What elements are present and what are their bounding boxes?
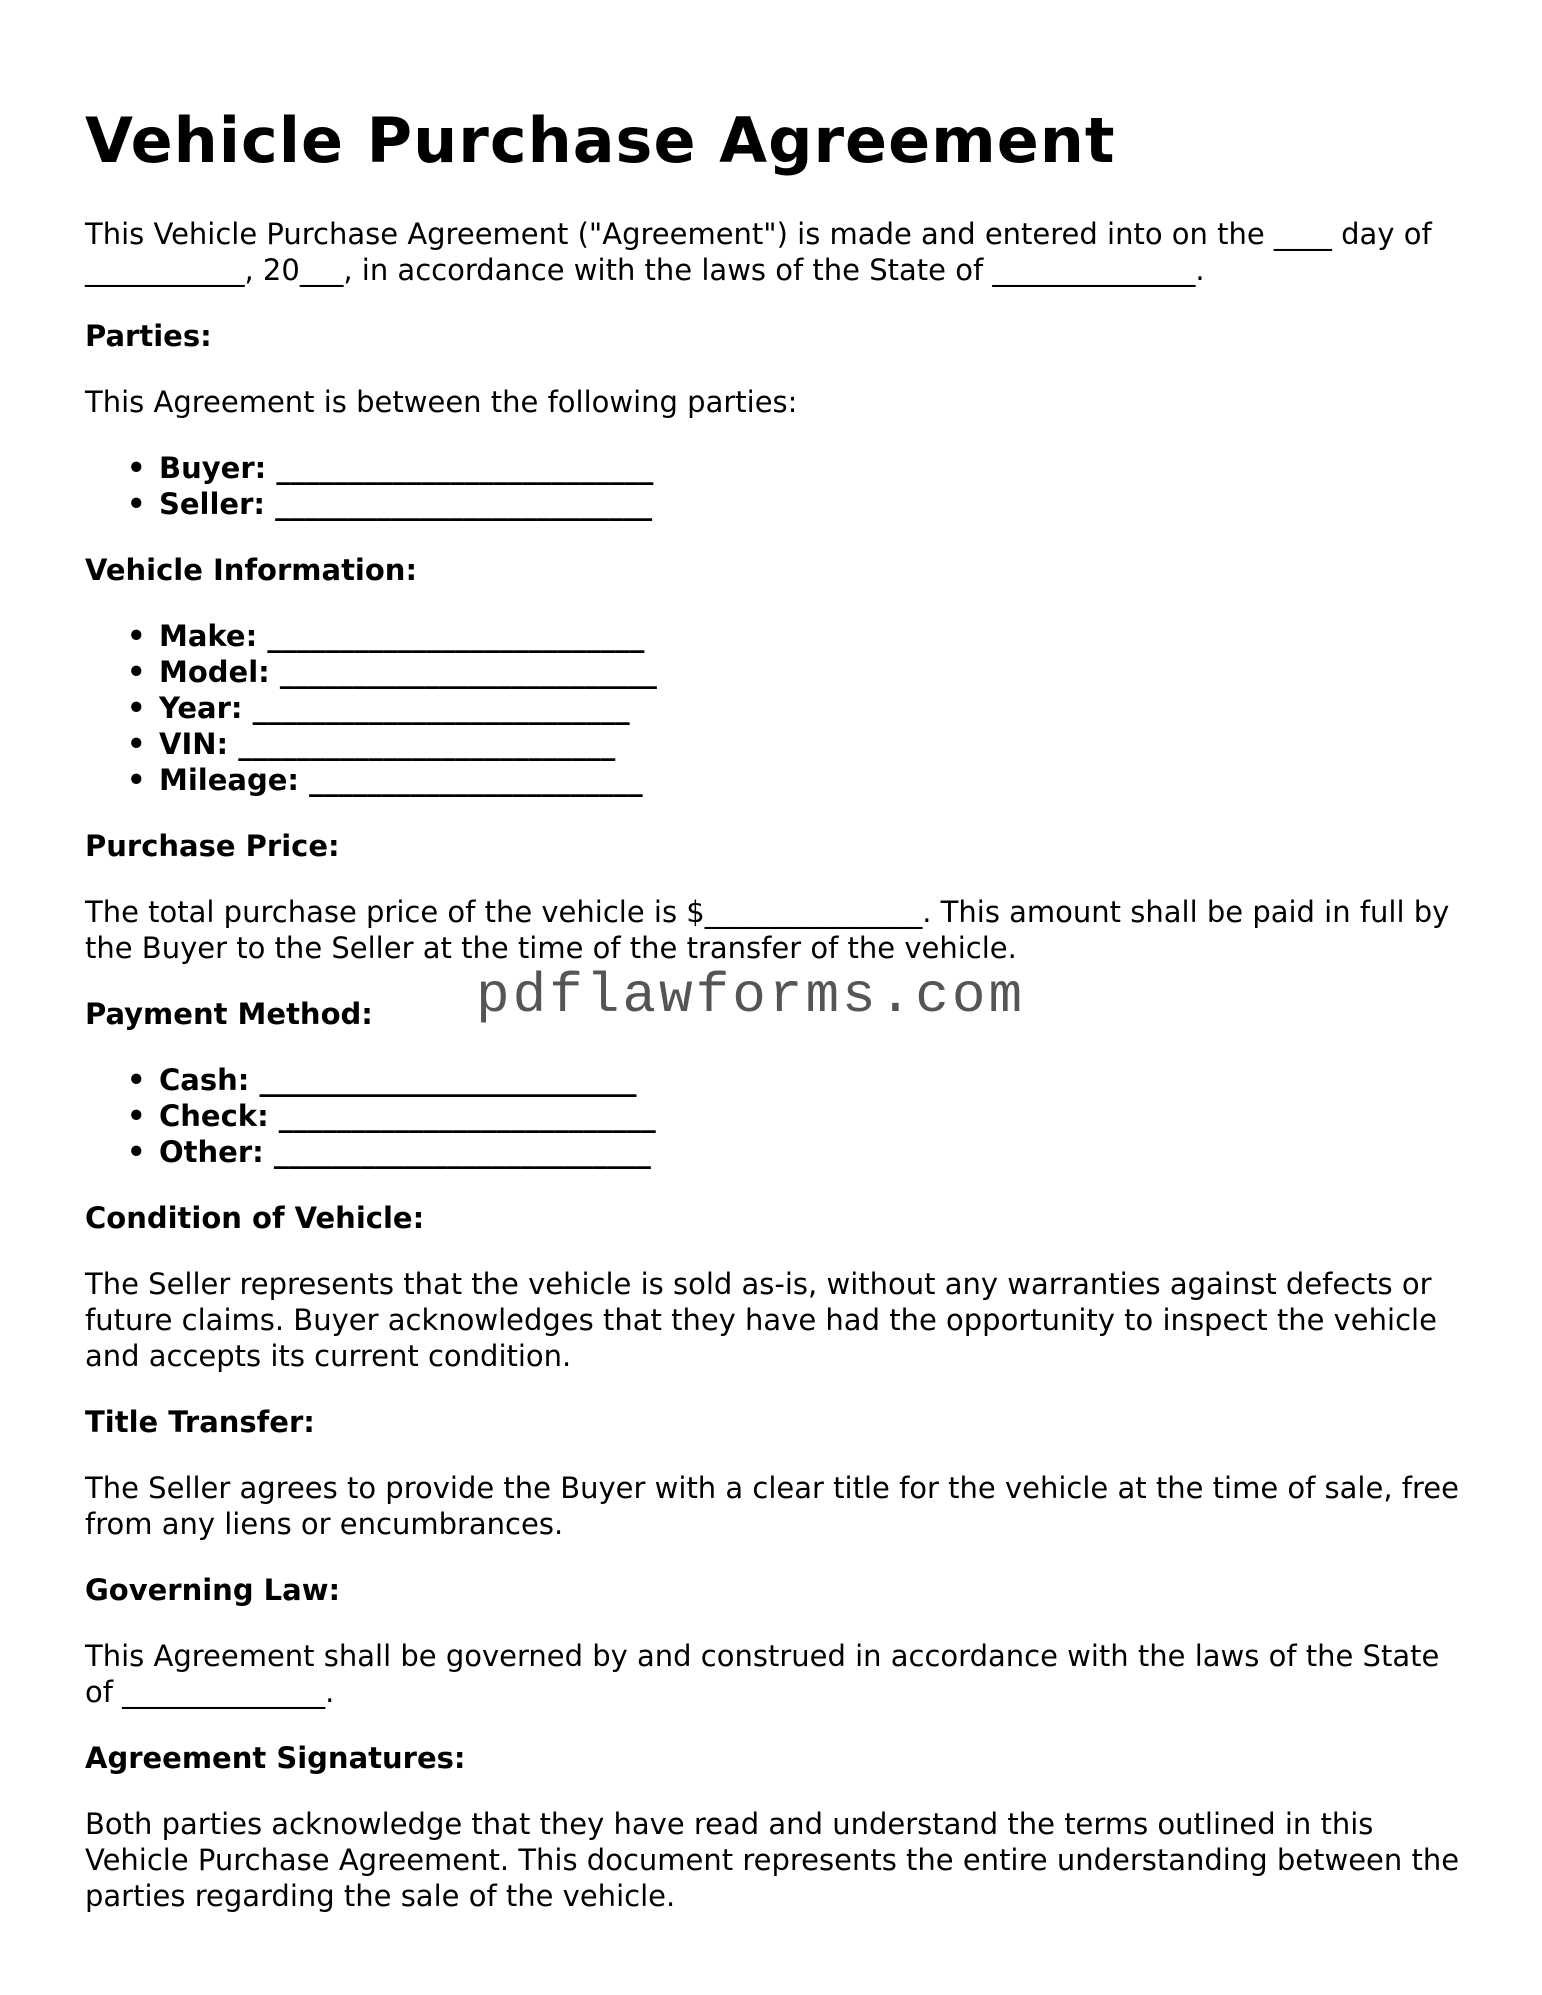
list-item-vin	[127, 726, 1465, 762]
bullet-icon: •	[127, 1135, 146, 1169]
buyer-blank: __________________________	[276, 451, 654, 485]
vehicle-heading: Vehicle Information:	[85, 553, 418, 587]
year-blank: __________________________	[252, 691, 630, 725]
parties-text: This Agreement is between the following parties:	[85, 385, 798, 419]
list-item-year	[127, 690, 1465, 726]
seller-blank: __________________________	[275, 487, 653, 521]
make-blank: __________________________	[267, 619, 645, 653]
year-label: Year:	[159, 691, 243, 725]
check-blank: __________________________	[278, 1099, 656, 1133]
cash-blank: __________________________	[259, 1063, 637, 1097]
mileage-blank: _______________________	[309, 763, 643, 797]
title-transfer-heading: Title Transfer:	[85, 1405, 315, 1439]
other-label: Other:	[159, 1135, 264, 1169]
buyer-label: Buyer:	[159, 451, 267, 485]
seller-label: Seller:	[159, 487, 266, 521]
bullet-icon: •	[127, 727, 146, 761]
parties-list	[85, 450, 1465, 522]
payment-heading: Payment Method:	[85, 997, 373, 1031]
signatures-text: Both parties acknowledge that they have read and understand the terms outlined in this Vehicle Purchase Agreement. This document represents the entire understanding between the parties regarding the sale of the vehicle.	[85, 1807, 1460, 1913]
intro-paragraph: This Vehicle Purchase Agreement ("Agreement") is made and entered into on the ____ day of ___________, 20___, in accordance with the laws of the State of ______________.	[85, 217, 1432, 287]
list-item-mileage	[127, 762, 1465, 798]
bullet-icon: •	[127, 487, 146, 521]
list-item-make	[127, 618, 1465, 654]
parties-heading: Parties:	[85, 319, 212, 353]
list-item-cash	[127, 1062, 1465, 1098]
mileage-label: Mileage:	[159, 763, 300, 797]
vehicle-list	[85, 618, 1465, 798]
cash-label: Cash:	[159, 1063, 250, 1097]
governing-law-heading: Governing Law:	[85, 1573, 341, 1607]
model-label: Model:	[159, 655, 270, 689]
title-transfer-text: The Seller agrees to provide the Buyer with a clear title for the vehicle at the time of sale, free from any liens or encumbrances.	[85, 1471, 1459, 1541]
signatures-heading: Agreement Signatures:	[85, 1741, 466, 1775]
vin-label: VIN:	[159, 727, 229, 761]
list-item-other	[127, 1134, 1465, 1170]
price-heading: Purchase Price:	[85, 829, 340, 863]
governing-law-text: This Agreement shall be governed by and construed in accordance with the laws of the State of ______________.	[85, 1639, 1440, 1709]
make-label: Make:	[159, 619, 258, 653]
document-title: Vehicle Purchase Agreement	[85, 104, 1116, 177]
payment-list	[85, 1062, 1465, 1170]
price-text: The total purchase price of the vehicle is $_______________. This amount shall be paid in full by the Buyer to the Seller at the time of the transfer of the vehicle.	[85, 895, 1450, 965]
bullet-icon: •	[127, 655, 146, 689]
bullet-icon: •	[127, 1099, 146, 1133]
vin-blank: __________________________	[238, 727, 616, 761]
list-item-model	[127, 654, 1465, 690]
check-label: Check:	[159, 1099, 269, 1133]
list-item-buyer	[127, 450, 1465, 486]
model-blank: __________________________	[279, 655, 657, 689]
condition-heading: Condition of Vehicle:	[85, 1201, 425, 1235]
bullet-icon: •	[127, 691, 146, 725]
bullet-icon: •	[127, 619, 146, 653]
bullet-icon: •	[127, 1063, 146, 1097]
watermark: pdflawforms.com	[476, 964, 1026, 1028]
condition-text: The Seller represents that the vehicle is sold as-is, without any warranties against defects or future claims. Buyer acknowledges that they have had the opportunity to inspect the vehicle and accepts its current condition.	[85, 1267, 1437, 1373]
bullet-icon: •	[127, 451, 146, 485]
list-item-seller	[127, 486, 1465, 522]
list-item-check	[127, 1098, 1465, 1134]
other-blank: __________________________	[273, 1135, 651, 1169]
bullet-icon: •	[127, 763, 146, 797]
